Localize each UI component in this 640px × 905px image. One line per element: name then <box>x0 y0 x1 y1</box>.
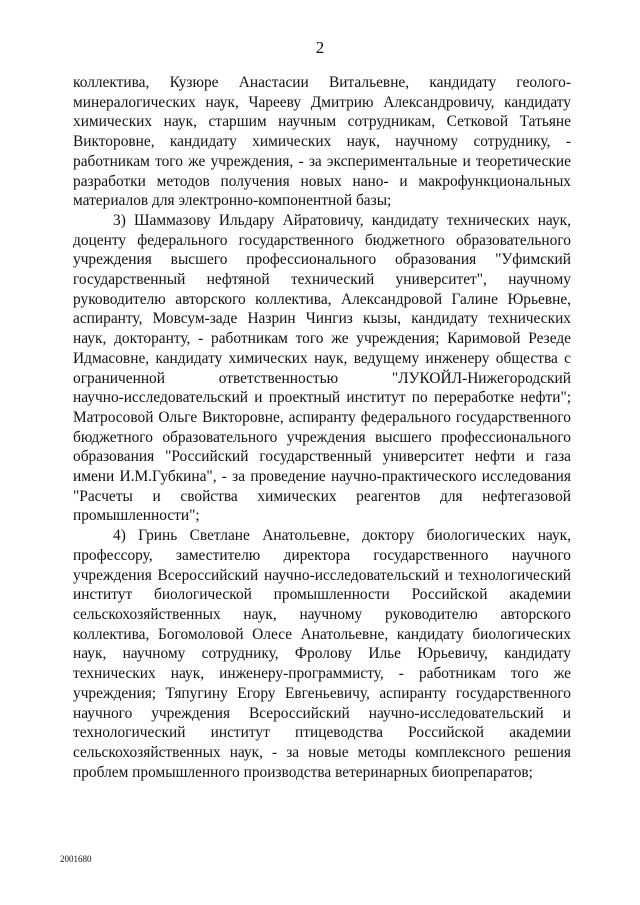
text-line: сельскохозяйственных наук, научному руководителю авторского <box>73 605 571 623</box>
text-line: технологический институт птицеводства Российской академии <box>73 724 571 742</box>
text-line: наук, научному сотруднику, Фролову Илье Юрьевичу, кандидату <box>73 645 571 663</box>
paragraph-2 <box>73 211 571 526</box>
text-line: аспиранту, Мовсум-заде Назрин Чингиз кызы, кандидату технических <box>73 310 571 328</box>
text-line: 3) Шаммазову Ильдару Айратовичу, кандидату технических наук, <box>113 211 571 229</box>
text-line: разработки методов получения новых нано- и макрофункциональных <box>73 172 571 190</box>
text-line: учреждения; Тяпугину Егору Евгеньевичу, аспиранту государственного <box>73 684 571 702</box>
text-line: научного учреждения Всероссийский научно-исследовательский и <box>73 704 571 722</box>
text-line: Викторовне, кандидату химических наук, научному сотруднику, - <box>73 133 571 151</box>
document-code: 2001680 <box>60 854 92 864</box>
text-line: Матросовой Ольге Викторовне, аспиранту федерального государственного <box>73 408 571 426</box>
text-line: химических наук, старшим научным сотрудникам, Сетковой Татьяне <box>73 113 571 131</box>
text-line: "Расчеты и свойства химических реагентов для нефтегазовой <box>73 487 571 505</box>
text-line: руководителю авторского коллектива, Александровой Галине Юрьевне, <box>73 290 571 308</box>
text-line: ограниченной ответственностью "ЛУКОЙЛ-Нижегородский <box>73 369 571 387</box>
text-line: имени И.М.Губкина", - за проведение научно-практического исследования <box>73 468 571 486</box>
text-line: минералогических наук, Чарееву Дмитрию Александровичу, кандидату <box>73 93 571 111</box>
text-line: коллектива, Богомоловой Олесе Анатольевне, кандидату биологических <box>73 625 571 643</box>
text-line: профессору, заместителю директора государственного научного <box>73 546 571 564</box>
text-line: научно-исследовательский и проектный институт по переработке нефти"; <box>73 389 571 407</box>
text-line: промышленности"; <box>73 507 200 525</box>
document-body <box>73 73 571 782</box>
text-line: работникам того же учреждения, - за экспериментальные и теоретические <box>73 152 571 170</box>
text-line: 4) Гринь Светлане Анатольевне, доктору биологических наук, <box>113 527 571 545</box>
paragraph-3 <box>73 526 571 782</box>
text-line: доценту федерального государственного бюджетного образовательного <box>73 231 571 249</box>
text-line: коллектива, Кузюре Анастасии Витальевне, кандидату геолого- <box>73 74 571 91</box>
text-line: материалов для электронно-компонентной базы; <box>73 192 392 210</box>
text-line: учреждения высшего профессионального образования "Уфимский <box>73 251 571 269</box>
text-line: проблем промышленного производства ветеринарных биопрепаратов; <box>73 763 533 781</box>
paragraph-1 <box>73 73 571 211</box>
text-line: Идмасовне, кандидату химических наук, ведущему инженеру общества с <box>73 349 571 367</box>
page-number: 2 <box>315 38 325 57</box>
text-line: образования "Российский государственный университет нефти и газа <box>73 448 571 466</box>
text-line: сельскохозяйственных наук, - за новые методы комплексного решения <box>73 743 571 761</box>
text-line: учреждения Всероссийский научно-исследовательский и технологический <box>73 566 571 584</box>
text-line: бюджетного образовательного учреждения высшего профессионального <box>73 428 571 446</box>
text-line: технических наук, инженеру-программисту, - работникам того же <box>73 665 571 683</box>
text-line: государственный нефтяной технический университет", научному <box>73 271 571 289</box>
text-line: наук, докторанту, - работникам того же учреждения; Каримовой Резеде <box>73 330 571 348</box>
text-line: институт биологической промышленности Российской академии <box>73 586 571 604</box>
